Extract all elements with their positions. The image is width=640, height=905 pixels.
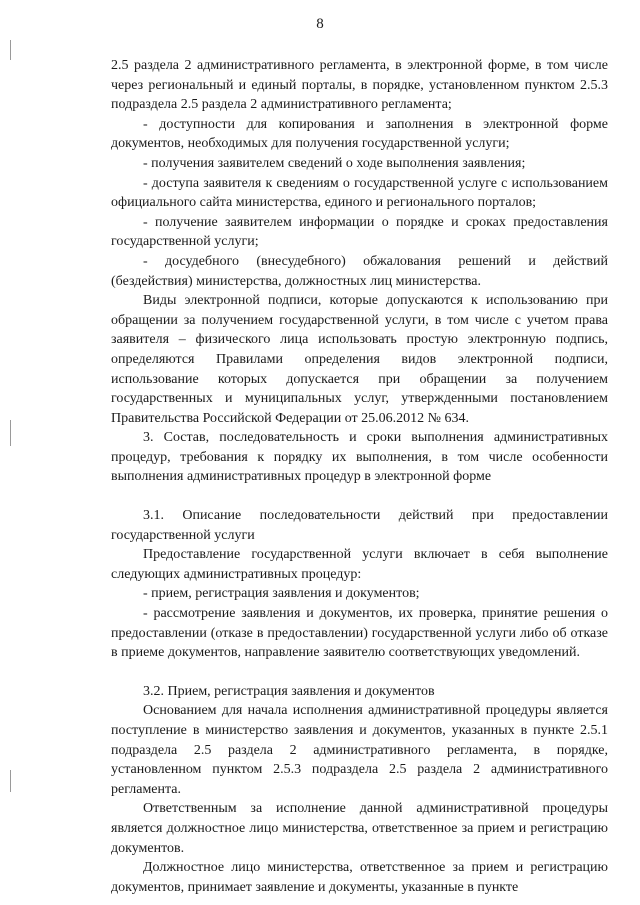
subsection-heading: 3.1. Описание последовательности действий при предоставлении государственной услуги bbox=[111, 508, 608, 543]
list-item: - досудебного (внесудебного) обжалования решений и действий (бездействия) министерства, должностных лиц министерства. bbox=[111, 253, 608, 289]
document-body bbox=[111, 56, 608, 897]
scan-edge-mark bbox=[10, 770, 11, 792]
page-number: 8 bbox=[316, 16, 324, 32]
paragraph: Ответственным за исполнение данной административной процедуры является должностное лицо министерства, ответственное за прием и регистрацию документов. bbox=[111, 801, 608, 856]
paragraph: Виды электронной подписи, которые допускаются к использованию при обращении за получением государственной услуги, в том числе с учетом права заявителя – физического лица использовать простую электронную подпись, определяются Правилами определения видов электронной подписи, использование которых допускается при обращении за получением государственных и муниципальных услуг, утвержденными постановлением Правительства Российской Федерации от 25.06.2012 № 634. bbox=[111, 293, 608, 426]
scan-edge-mark bbox=[10, 420, 11, 446]
list-item: - доступа заявителя к сведениям о государственной услуге с использованием официального сайта министерства, единого и регионального порталов; bbox=[111, 175, 608, 211]
list-item: - рассмотрение заявления и документов, их проверка, принятие решения о предоставлении (отказе в предоставлении) государственной услуги либо об отказе в приеме документов, направление заявителю соответствующих уведомлений. bbox=[111, 606, 608, 661]
list-item: - получения заявителем сведений о ходе выполнения заявления; bbox=[143, 155, 526, 171]
list-item: - получение заявителем информации о порядке и сроках предоставления государственной услуги; bbox=[111, 214, 608, 250]
section-heading: 3. Состав, последовательность и сроки выполнения административных процедур, требования к порядку их выполнения, в том числе особенности выполнения административных процедур в электронной форме bbox=[111, 430, 608, 485]
paragraph: Должностное лицо министерства, ответственное за прием и регистрацию документов, принимает заявление и документы, указанные в пункте bbox=[111, 860, 608, 895]
paragraph: 2.5 раздела 2 административного регламента, в электронной форме, в том числе через региональный и единый порталы, в порядке, установленном пунктом 2.5.3 подраздела 2.5 раздела 2 административного регламента; bbox=[111, 58, 608, 113]
list-item: - прием, регистрация заявления и документов; bbox=[143, 586, 420, 602]
scan-edge-mark bbox=[10, 40, 11, 60]
paragraph: Основанием для начала исполнения административной процедуры является поступление в министерство заявления и документов, указанных в пункте 2.5.1 подраздела 2.5 раздела 2 административного регламента, в порядке, установленном пунктом 2.5.3 подраздела 2.5 раздела 2 административного регламента. bbox=[111, 703, 608, 797]
list-item: - доступности для копирования и заполнения в электронной форме документов, необходимых для получения государственной услуги; bbox=[111, 116, 608, 152]
paragraph: Предоставление государственной услуги включает в себя выполнение следующих административных процедур: bbox=[111, 547, 608, 582]
subsection-heading: 3.2. Прием, регистрация заявления и документов bbox=[143, 683, 435, 699]
